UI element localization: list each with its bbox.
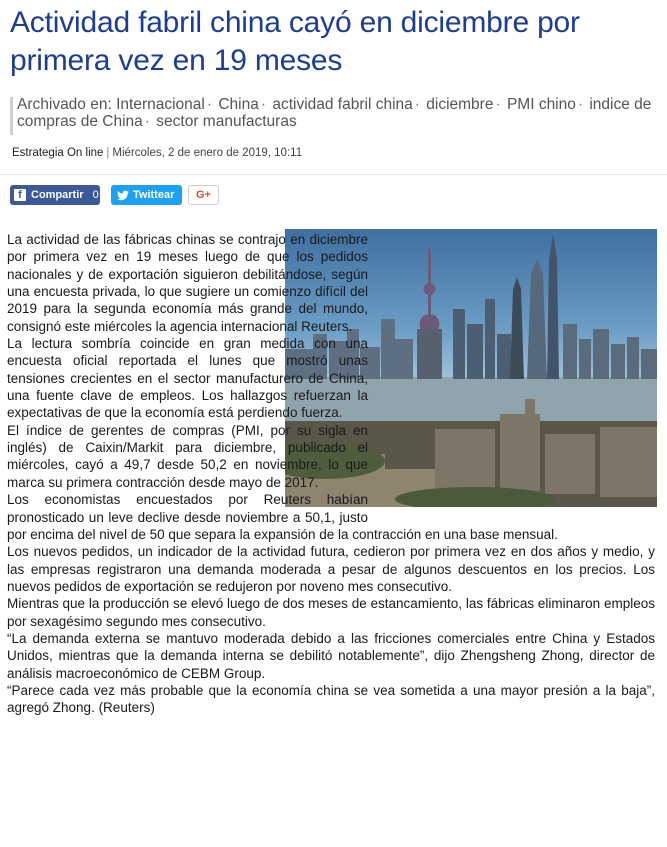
- article-paragraph: “Parece cada vez más probable que la economía china se vea sometida a una mayor presión a la baja”, agregó Zhong. (Reuters): [7, 682, 655, 716]
- article-paragraph: La lectura sombría coincide en gran medida con una encuesta oficial reportada el lunes que mostró unas tensiones crecientes en el sector manufacturero de China, una fuente clave de empleos. Los hallazgos refuerzan la expectativas de que la economía está perdiendo fuerza.: [7, 336, 368, 421]
- article-paragraph: Mientras que la producción se elevó luego de dos meses de estancamiento, las fábricas eliminaron empleos por sexagésimo segundo mes consecutivo.: [7, 596, 655, 629]
- twitter-share-button[interactable]: [111, 185, 182, 205]
- article-headline: Actividad fabril china cayó en diciembre por primera vez en 19 meses: [10, 6, 580, 77]
- tag-link-internacional[interactable]: Internacional: [116, 96, 205, 113]
- googleplus-share-button[interactable]: [188, 185, 219, 205]
- tag-separator: ·: [577, 96, 584, 113]
- article-paragraph: La actividad de las fábricas chinas se contrajo en diciembre por primera vez en 19 meses luego de que los pedidos nacionales y de exportación siguieron debilitándose, según una encuesta privada, lo que sugiere un comienzo difícil del 2019 para la segunda economía más grande del mundo, consignó este miércoles la agencia internacional Reuters.: [7, 232, 368, 334]
- tag-separator: ·: [495, 96, 501, 113]
- article-paragraph: Los economistas encuestados por Reuters habían pronosticado un leve declive desde noviembre a 50,1, justo por encima del nivel de 50 que separa la expansión de la contracción en una base mensual.: [7, 492, 558, 542]
- tag-separator: ·: [260, 96, 267, 113]
- tags-label: Archivado en:: [17, 96, 112, 113]
- googleplus-icon: G+: [196, 189, 211, 201]
- article-paragraph: “La demanda externa se mantuvo moderada debido a las fricciones comerciales entre China y Estados Unidos, mientras que la demanda interna se debilitó notablemente”, dijo Zhengsheng Zhong, director de análisis macroeconómico de CEBM Group.: [7, 630, 655, 681]
- article-byline: [12, 147, 302, 159]
- tag-separator: ·: [206, 96, 213, 113]
- facebook-share-label: Compartir: [31, 189, 84, 201]
- tag-separator: ·: [144, 112, 150, 130]
- tag-link-indice-compras-china[interactable]: indice de compras de China: [17, 96, 652, 130]
- photo-spacer: [378, 231, 655, 514]
- twitter-bird-icon: [117, 190, 129, 201]
- facebook-share-count: 0: [92, 189, 99, 201]
- header-divider: [0, 174, 667, 175]
- tag-link-pmi-chino[interactable]: PMI chino: [506, 96, 576, 113]
- tag-link-china[interactable]: China: [218, 96, 259, 113]
- tag-link-actividad-fabril-china[interactable]: actividad fabril china: [272, 96, 413, 113]
- tags-archive: [10, 97, 662, 135]
- article-paragraph: Los nuevos pedidos, un indicador de la actividad futura, cedieron por primera vez en dos años y medio, y las empresas registraron una demanda moderada a pesar de algunos descuentos en los precios. Los nuevos pedidos de exportación se redujeron por noveno mes consecutivo.: [7, 544, 655, 594]
- article-paragraph: El índice de gerentes de compras (PMI, por su sigla en inglés) de Caixin/Markit para diciembre, publicado el miércoles, cayó a 49,7 desde 50,2 en noviembre, lo que marca su primera contracción desde mayo de 2017.: [7, 422, 368, 490]
- tag-separator: ·: [414, 96, 420, 113]
- twitter-share-label: Twittear: [133, 189, 175, 201]
- byline-separator: |: [106, 147, 110, 159]
- article-body: [7, 231, 655, 717]
- byline-date: Miércoles, 2 de enero de 2019, 10:11: [112, 147, 303, 159]
- tag-link-sector-manufacturas[interactable]: sector manufacturas: [156, 112, 297, 130]
- facebook-icon: f: [14, 189, 26, 201]
- byline-source: Estrategia On line: [12, 147, 104, 159]
- tag-link-diciembre[interactable]: diciembre: [426, 96, 494, 113]
- facebook-share-button[interactable]: [10, 185, 100, 205]
